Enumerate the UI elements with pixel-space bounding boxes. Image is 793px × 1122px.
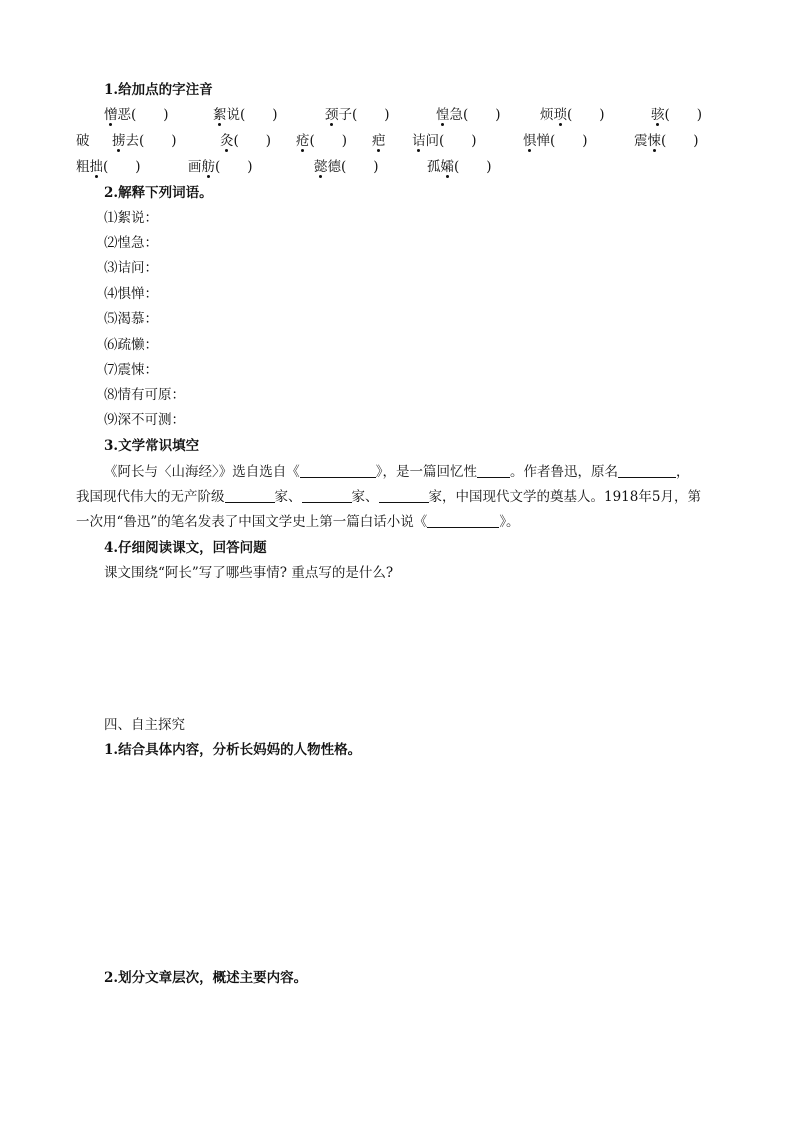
q2-item: ⑷惧惮：	[104, 286, 158, 302]
pinyin-item: 惧惮( )	[523, 133, 588, 149]
pinyin-lead: 破	[76, 133, 90, 149]
fill-blank[interactable]	[300, 463, 376, 478]
fill-blank[interactable]	[225, 488, 275, 503]
pinyin-item: 懿德( )	[314, 159, 379, 175]
q2-item: ⑶诘问：	[104, 260, 158, 276]
pinyin-item: 掳去( )	[112, 133, 177, 149]
fill-blank[interactable]	[477, 463, 510, 478]
q2-item: ⑻情有可原：	[104, 387, 185, 403]
q3-line-1: 《阿长与〈山海经〉》选自选自《 》，是一篇回忆性 。作者鲁迅，原名 ，	[104, 464, 690, 480]
pinyin-row-2	[0, 131, 793, 151]
pinyin-item: 颈子( )	[325, 107, 390, 123]
fill-blank[interactable]	[379, 488, 429, 503]
pinyin-item: 烦琐( )	[540, 107, 605, 123]
fill-blank[interactable]	[427, 513, 499, 528]
q2-item: ⑺震悚：	[104, 362, 158, 378]
fill-blank[interactable]	[618, 463, 676, 478]
pinyin-item: 震悚( )	[634, 133, 699, 149]
pinyin-row-1	[0, 105, 793, 125]
q2-item: ⑼深不可测：	[104, 412, 185, 428]
pinyin-item: 粗拙( )	[76, 159, 141, 175]
pinyin-item: 孤孀( )	[427, 159, 492, 175]
q1-title: 1.给加点的字注音	[104, 82, 213, 98]
q2-item: ⑴絮说：	[104, 210, 158, 226]
q4-question: 课文围绕“阿长”写了哪些事情? 重点写的是什么?	[104, 565, 394, 581]
q2-item: ⑹疏懒：	[104, 337, 158, 353]
pinyin-item: 灸( )	[220, 133, 272, 149]
pinyin-item: 疮( )	[296, 133, 348, 149]
q2-item: ⑸渴慕：	[104, 311, 158, 327]
pinyin-item: 诘问( )	[412, 133, 477, 149]
fill-blank[interactable]	[302, 488, 352, 503]
q3-line-2: 我国现代伟大的无产阶级 家、 家、 家，中国现代文学的奠基人。1918年5月，第	[76, 489, 701, 505]
pinyin-item: 絮说( )	[213, 107, 278, 123]
section-title: 四、自主探究	[104, 717, 185, 733]
pinyin-item: 憎恶( )	[104, 107, 169, 123]
q4-title: 4.仔细阅读课文，回答问题	[104, 540, 267, 556]
pinyin-item: 骇( )	[651, 107, 703, 123]
q3-line-3: 一次用“鲁迅”的笔名发表了中国文学史上第一篇白话小说《 》。	[76, 514, 520, 530]
q3-title: 3.文学常识填空	[104, 438, 200, 454]
pinyin-row-3	[0, 157, 793, 177]
q2-title: 2.解释下列词语。	[104, 185, 213, 201]
q2-item: ⑵惶急：	[104, 235, 158, 251]
pinyin-item: 疤	[372, 133, 386, 149]
section-question: 1.结合具体内容，分析长妈妈的人物性格。	[104, 742, 362, 758]
pinyin-item: 惶急( )	[436, 107, 501, 123]
section-question: 2.划分文章层次，概述主要内容。	[104, 970, 308, 986]
pinyin-item: 画舫( )	[188, 159, 253, 175]
